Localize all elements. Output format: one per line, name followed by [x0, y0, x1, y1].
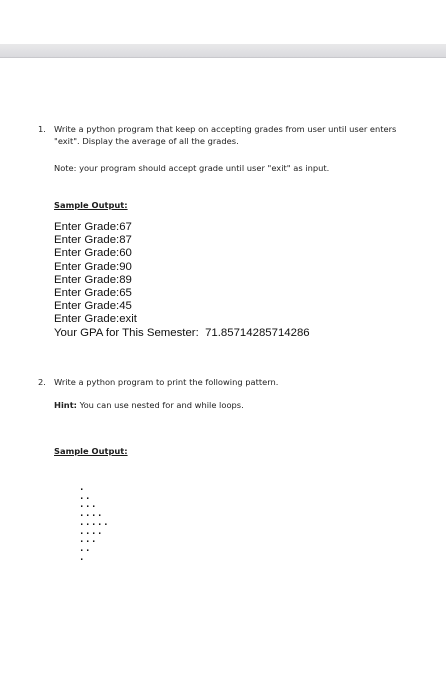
pattern-row: .. — [79, 543, 92, 554]
output-line: Enter Grade:65 — [54, 287, 132, 300]
question-1-number: 1. — [38, 124, 46, 134]
question-1-note: Note: your program should accept grade until user "exit" as input. — [54, 163, 330, 173]
output-line: Your GPA for This Semester: 71.85714285714286 — [54, 326, 310, 339]
question-2-number: 2. — [38, 377, 46, 387]
pattern-row: ... — [79, 500, 98, 511]
output-line: Enter Grade:60 — [54, 247, 132, 260]
hint-text: You can use nested for and while loops. — [76, 400, 244, 410]
pattern-row: .... — [79, 526, 104, 537]
output-line: Enter Grade:exit — [54, 313, 137, 326]
output-line: Enter Grade:87 — [54, 234, 132, 247]
pattern-row: ..... — [79, 517, 110, 528]
pattern-row: .. — [79, 491, 92, 502]
question-2-hint — [54, 400, 244, 411]
output-line: Enter Grade:90 — [54, 260, 132, 273]
output-line: Enter Grade:89 — [54, 273, 132, 286]
question-2-text: Write a python program to print the following pattern. — [54, 377, 279, 387]
sample-output-1 — [54, 221, 310, 340]
pattern-row: . — [79, 483, 86, 493]
viewer-top-bar — [0, 44, 446, 58]
pattern-row: .... — [79, 509, 104, 520]
sample-output-heading-2: Sample Output: — [54, 446, 128, 456]
hint-label: Hint: — [54, 400, 77, 410]
output-line: Enter Grade:67 — [54, 221, 132, 233]
pattern-row: ... — [79, 535, 98, 546]
pattern-output — [79, 484, 109, 562]
sample-output-heading-1: Sample Output: — [54, 200, 128, 210]
question-1-text: Write a python program that keep on accepting grades from user until user enters "exit". Display the average of all the grades. — [54, 124, 397, 146]
output-line: Enter Grade:45 — [54, 300, 132, 313]
pattern-row: . — [79, 552, 86, 563]
